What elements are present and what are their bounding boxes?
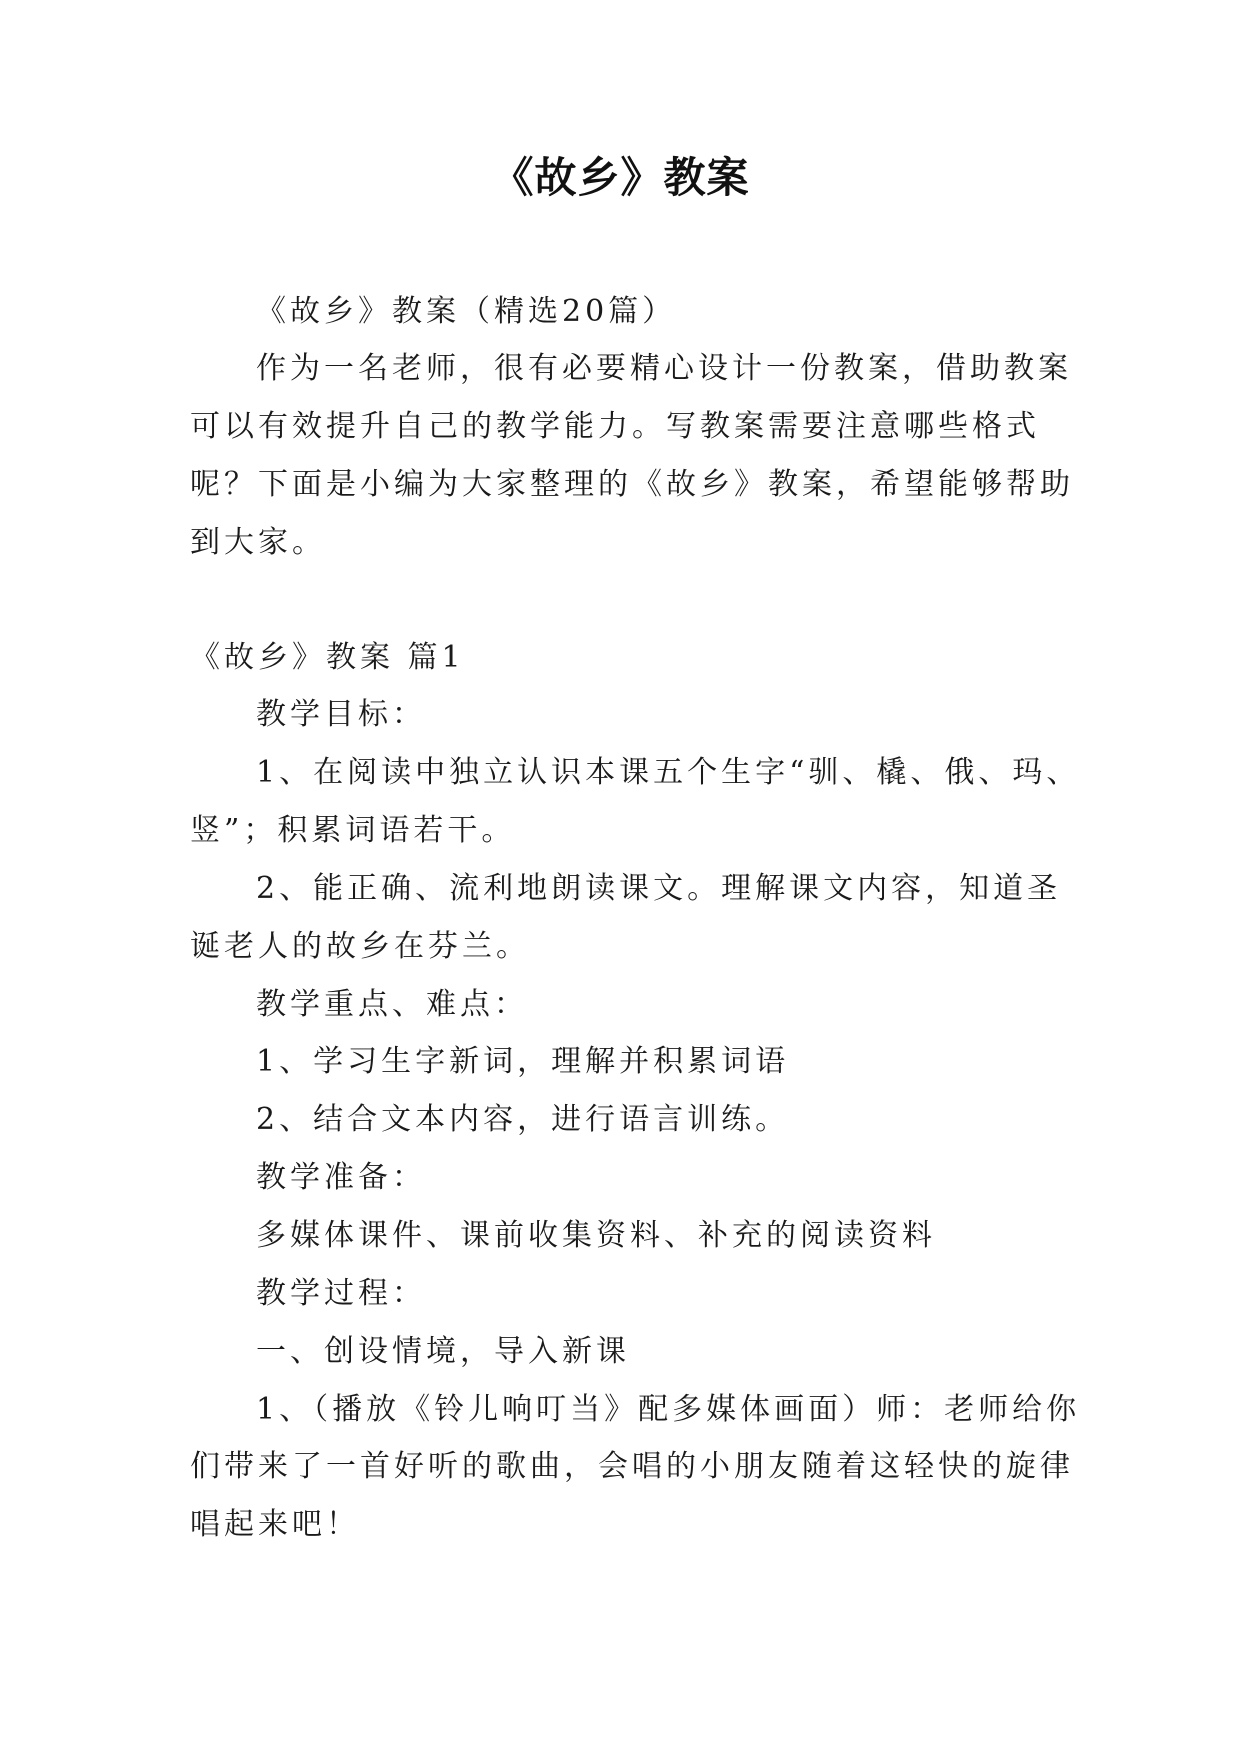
body-line: 一、创设情境，导入新课 (256, 1334, 630, 1369)
intro-line: 到大家。 (190, 525, 326, 560)
intro-line: 作为一名老师，很有必要精心设计一份教案，借助教案 (256, 351, 1072, 386)
body-line: 1、学习生字新词，理解并积累词语 (256, 1044, 790, 1079)
body-line: 教学目标： (256, 697, 426, 732)
body-line: 多媒体课件、课前收集资料、补充的阅读资料 (256, 1218, 936, 1253)
body-line: 2、结合文本内容，进行语言训练。 (256, 1102, 790, 1137)
body-line: 教学过程： (256, 1276, 426, 1311)
body-line: 竖”；积累词语若干。 (190, 813, 516, 848)
body-line: 唱起来吧！ (190, 1507, 360, 1542)
body-line: 们带来了一首好听的歌曲，会唱的小朋友随着这轻快的旋律 (190, 1449, 1074, 1484)
body-line: 1、（播放《铃儿响叮当》配多媒体画面）师：老师给你 (256, 1392, 1081, 1427)
section-heading: 《故乡》教案 篇1 (190, 640, 465, 675)
body-line: 1、在阅读中独立认识本课五个生字“驯、橇、俄、玛、 (256, 755, 1081, 790)
intro-line: 呢？下面是小编为大家整理的《故乡》教案，希望能够帮助 (190, 467, 1074, 502)
body-line: 2、能正确、流利地朗读课文。理解课文内容，知道圣 (256, 871, 1062, 906)
subtitle-line: 《故乡》教案（精选20篇） (256, 294, 677, 329)
body-line: 教学准备： (256, 1160, 426, 1195)
document-title: 《故乡》教案 (491, 153, 750, 202)
intro-line: 可以有效提升自己的教学能力。写教案需要注意哪些格式 (190, 409, 1040, 444)
body-line: 教学重点、难点： (256, 987, 528, 1022)
body-line: 诞老人的故乡在芬兰。 (190, 929, 530, 964)
